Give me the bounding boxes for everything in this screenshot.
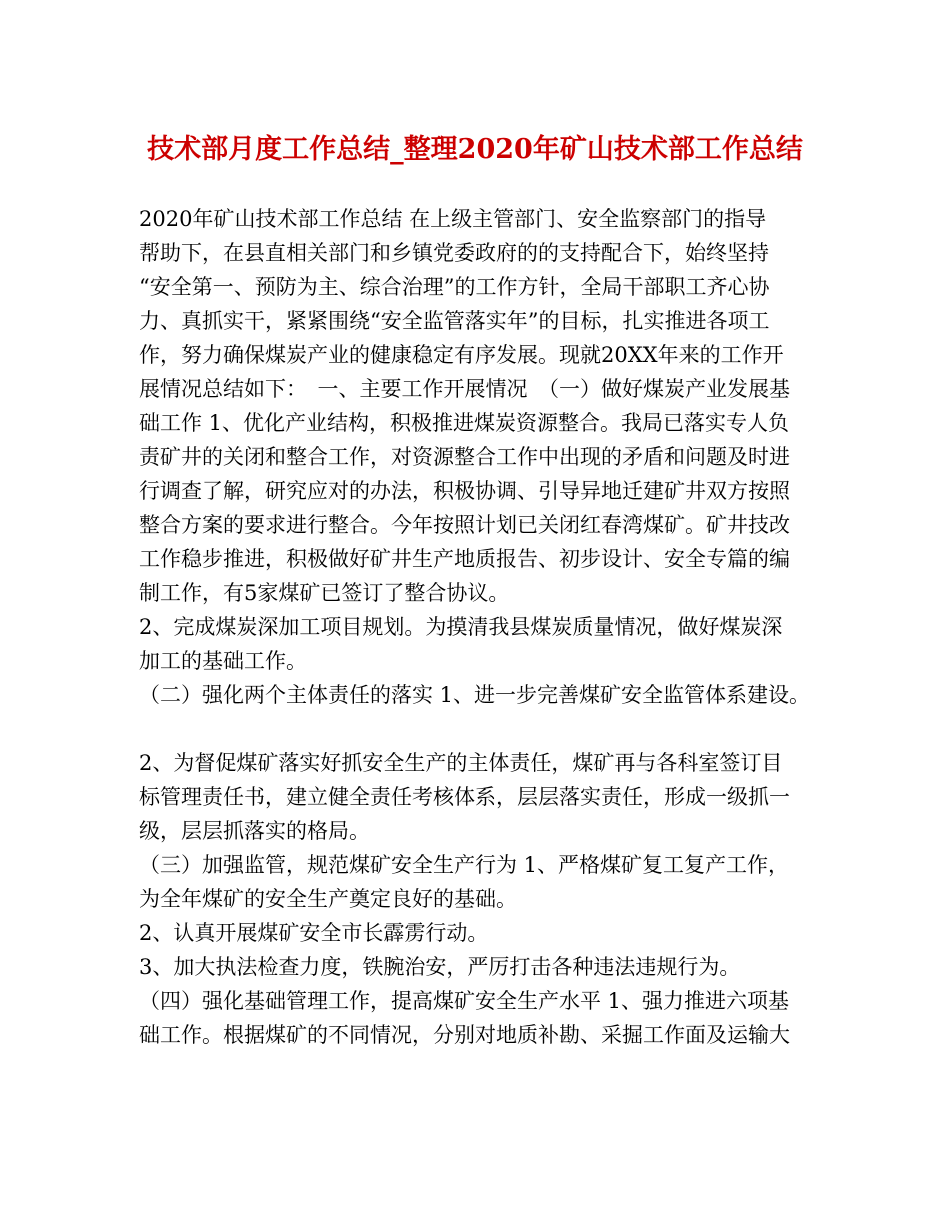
body-line: 制工作，有5家煤矿已签订了整合协议。 <box>139 581 510 605</box>
body-line: （四）强化基础管理工作，提高煤矿安全生产水平 1、强力推进六项基 <box>139 989 790 1013</box>
body-line: 加工的基础工作。 <box>139 649 307 673</box>
body-line: 责矿井的关闭和整合工作，对资源整合工作中出现的矛盾和问题及时进 <box>139 445 790 469</box>
document-body <box>139 202 839 1052</box>
body-line: 础工作。根据煤矿的不同情况，分别对地质补勘、采掘工作面及运输大 <box>139 1023 790 1047</box>
body-line: 2、完成煤炭深加工项目规划。为摸清我县煤炭质量情况，做好煤炭深 <box>139 615 783 639</box>
body-line: 帮助下，在县直相关部门和乡镇党委政府的的支持配合下，始终坚持 <box>139 241 769 265</box>
body-line: 标管理责任书，建立健全责任考核体系，层层落实责任，形成一级抓一 <box>139 785 790 809</box>
body-line: 展情况总结如下： 一、主要工作开展情况 （一）做好煤炭产业发展基 <box>139 377 790 401</box>
body-line: 2、认真开展煤矿安全市长霹雳行动。 <box>139 921 489 945</box>
body-line: 础工作 1、优化产业结构，积极推进煤炭资源整合。我局已落实专人负 <box>139 411 790 435</box>
body-line: 力、真抓实干，紧紧围绕“安全监管落实年”的目标，扎实推进各项工 <box>139 309 770 333</box>
body-line: 工作稳步推进，积极做好矿井生产地质报告、初步设计、安全专篇的编 <box>139 547 790 571</box>
body-line: （二）强化两个主体责任的落实 1、进一步完善煤矿安全监管体系建设。 <box>139 683 811 707</box>
blank-line <box>139 712 839 746</box>
body-line: 作，努力确保煤炭产业的健康稳定有序发展。现就20XX年来的工作开 <box>139 343 784 367</box>
document-title: 技术部月度工作总结_整理2020年矿山技术部工作总结 <box>147 134 803 165</box>
body-line: 3、加大执法检查力度，铁腕治安，严厉打击各种违法违规行为。 <box>139 955 741 979</box>
body-line: 2、为督促煤矿落实好抓安全生产的主体责任，煤矿再与各科室签订目 <box>139 751 783 775</box>
body-line: 行调查了解，研究应对的办法，积极协调、引导异地迁建矿井双方按照 <box>139 479 790 503</box>
body-line: 为全年煤矿的安全生产奠定良好的基础。 <box>139 887 517 911</box>
body-line: 2020年矿山技术部工作总结 在上级主管部门、安全监察部门的指导 <box>139 207 767 231</box>
body-line: 级，层层抓落实的格局。 <box>139 819 370 843</box>
body-line: “安全第一、预防为主、综合治理”的工作方针，全局干部职工齐心协 <box>139 275 770 299</box>
body-line: 整合方案的要求进行整合。今年按照计划已关闭红春湾煤矿。矿井技改 <box>139 513 790 537</box>
body-line: （三）加强监管，规范煤矿安全生产行为 1、严格煤矿复工复产工作， <box>139 853 790 877</box>
